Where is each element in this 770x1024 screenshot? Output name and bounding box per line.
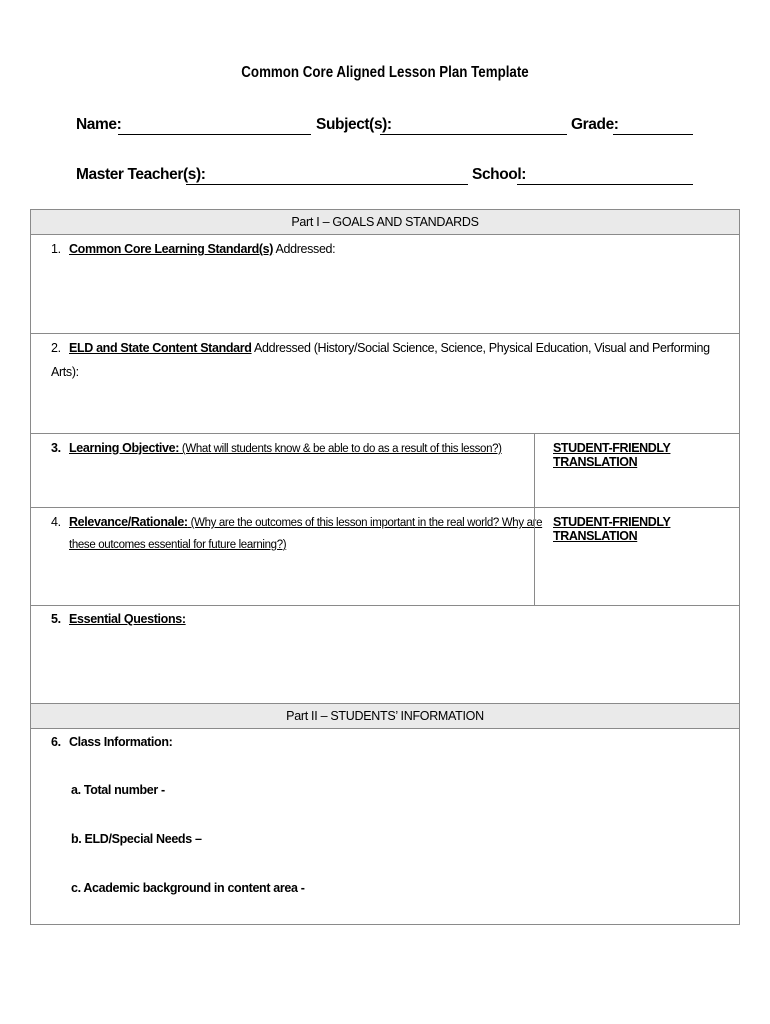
divider: [31, 605, 739, 606]
item2-number: 2.: [51, 341, 61, 355]
name-label: Name:: [76, 116, 122, 133]
item2-response-area[interactable]: [31, 360, 739, 432]
grade-field[interactable]: [613, 134, 693, 135]
subject-field[interactable]: [380, 134, 567, 135]
master-teacher-label: Master Teacher(s):: [76, 166, 206, 183]
name-field[interactable]: [118, 134, 311, 135]
item4-text-line2: these outcomes essential for future learning?): [69, 539, 287, 551]
item6-number: 6.: [51, 735, 61, 749]
item2-text: Addressed (History/Social Science, Science, Physical Education, Visual and Performing Arts):: [51, 341, 710, 379]
item3-translation-area[interactable]: [535, 460, 739, 506]
sub-item-eld-special-needs: b. ELD/Special Needs –: [71, 832, 202, 846]
item4-relevance-rationale: [51, 510, 542, 535]
translation-label-1: STUDENT-FRIENDLY TRANSLATION: [553, 441, 671, 469]
school-label: School:: [472, 166, 527, 183]
part1-heading: Part I – GOALS AND STANDARDS: [31, 210, 739, 235]
document-title: Common Core Aligned Lesson Plan Template: [241, 64, 529, 81]
subject-label: Subject(s):: [316, 116, 392, 133]
item1-response-area[interactable]: [31, 260, 739, 332]
item1-common-core-standards: [51, 237, 335, 261]
item3-learning-objective: [51, 436, 502, 461]
grade-label: Grade:: [571, 116, 619, 133]
divider: [31, 507, 739, 508]
item5-title: Essential Questions:: [69, 612, 186, 626]
sub-item-total-number: a. Total number -: [71, 783, 165, 797]
item4-text-line1: (Why are the outcomes of this lesson important in the real world? Why are: [187, 517, 543, 529]
divider: [31, 433, 739, 434]
item4-translation-area[interactable]: [535, 534, 739, 604]
item6-title: Class Information:: [69, 735, 173, 749]
divider: [31, 333, 739, 334]
lesson-plan-table: [30, 209, 740, 925]
item5-essential-questions: [51, 607, 186, 631]
sub-item-academic-background: c. Academic background in content area -: [71, 881, 305, 895]
translation-label-2: STUDENT-FRIENDLY TRANSLATION: [553, 515, 671, 543]
part2-heading: Part II – STUDENTS’ INFORMATION: [31, 703, 739, 729]
school-field[interactable]: [517, 184, 693, 185]
item3-title: Learning Objective:: [69, 441, 180, 455]
item4-number: 4.: [51, 515, 61, 529]
column-divider: [534, 434, 535, 606]
item2-title: ELD and State Content Standard: [69, 341, 252, 355]
master-teacher-field[interactable]: [186, 184, 468, 185]
item3-number: 3.: [51, 441, 61, 455]
item1-title: Common Core Learning Standard(s): [69, 242, 274, 256]
item6-class-information: [51, 730, 172, 754]
item1-number: 1.: [51, 242, 61, 256]
item5-number: 5.: [51, 612, 61, 626]
item1-text: Addressed:: [273, 242, 336, 256]
item3-text: (What will students know & be able to do as a result of this lesson?): [179, 443, 502, 455]
item4-title: Relevance/Rationale:: [69, 515, 188, 529]
item5-response-area[interactable]: [31, 630, 739, 702]
